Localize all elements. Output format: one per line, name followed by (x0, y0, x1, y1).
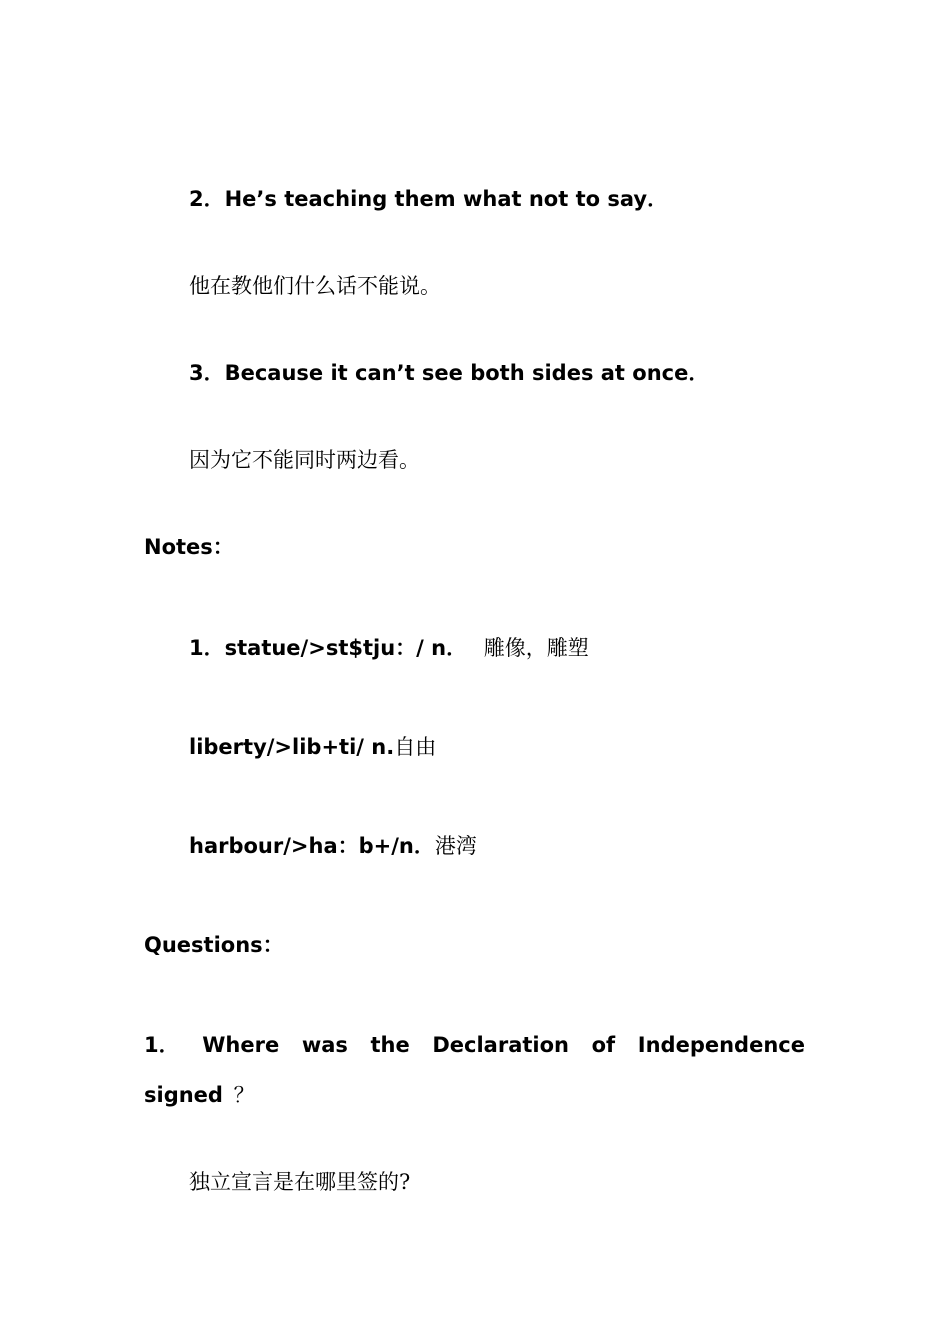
questions-heading: Questions： (144, 933, 284, 957)
question-continuation: signed (144, 1083, 223, 1107)
question-word: Where (202, 1033, 280, 1057)
note-meaning: 港湾 (434, 834, 477, 858)
question-word: was (301, 1033, 348, 1057)
note-term: harbour/>ha：b+/n． (189, 834, 435, 858)
question-word: Declaration (432, 1033, 569, 1057)
question-1-translation: 独立宣言是在哪里签的? (189, 1170, 411, 1194)
notes-heading: Notes： (144, 535, 234, 559)
question-word: of (591, 1033, 616, 1057)
note-item-harbour (189, 832, 477, 860)
question-word: 1． (144, 1033, 180, 1057)
note-item-liberty (189, 733, 436, 761)
question-1-line-1 (144, 1031, 805, 1059)
answer-3-translation: 因为它不能同时两边看。 (189, 448, 420, 472)
answer-3-text: 3．Because it can’t see both sides at once． (189, 361, 710, 385)
note-term: liberty/>lib+ti/ n. (189, 735, 395, 759)
question-word: Independence (637, 1033, 805, 1057)
answer-2-translation: 他在教他们什么话不能说。 (189, 274, 441, 298)
answer-2-text: 2．He’s teaching them what not to say． (189, 187, 669, 211)
note-meaning: 自由 (394, 735, 437, 759)
question-mark: ？ (233, 1083, 255, 1107)
note-meaning: 雕像，雕塑 (483, 636, 589, 660)
note-term: 1．statue/>st$tju：/ n． (189, 636, 468, 660)
question-1-line-2 (144, 1081, 255, 1109)
note-item-statue (189, 634, 589, 662)
question-word: the (370, 1033, 410, 1057)
